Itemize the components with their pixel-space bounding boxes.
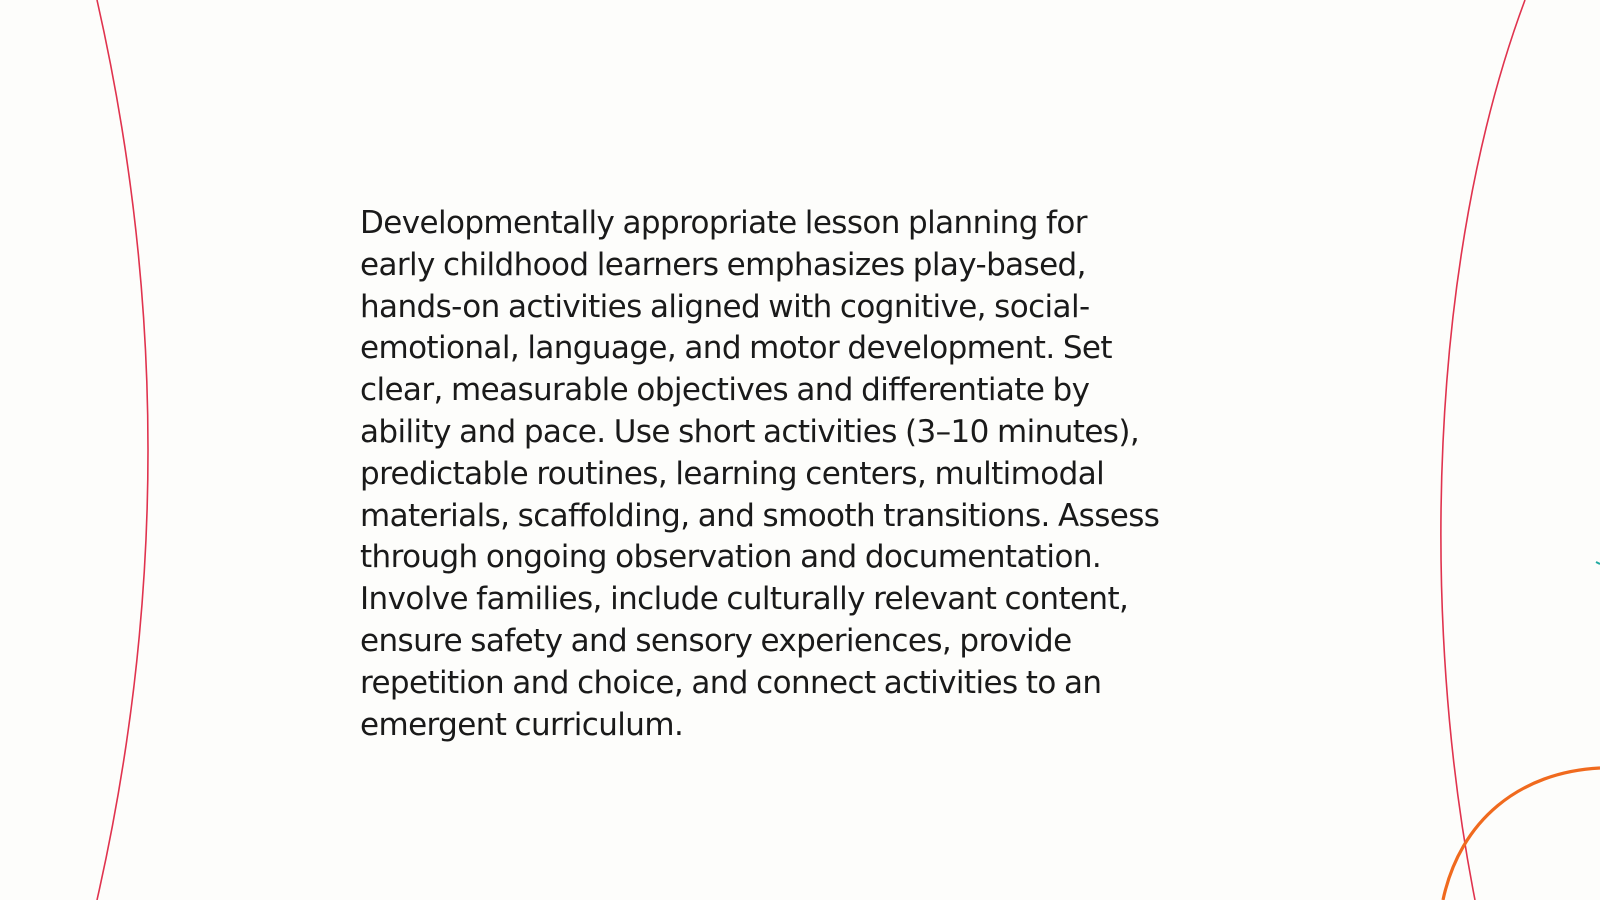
left-arc-decoration	[97, 0, 148, 900]
body-line: ensure safety and sensory experiences, provide	[360, 622, 1072, 659]
body-line: Involve families, include culturally relevant content,	[360, 581, 1129, 618]
body-line: materials, scaffolding, and smooth transitions. Assess	[360, 497, 1160, 534]
body-line: emergent curriculum.	[360, 706, 684, 743]
body-line: emotional, language, and motor development. Set	[360, 330, 1112, 367]
body-line: repetition and choice, and connect activities to an	[360, 664, 1102, 701]
body-line: Developmentally appropriate lesson planning for	[360, 205, 1087, 241]
body-line: ability and pace. Use short activities (3–10 minutes),	[360, 413, 1140, 450]
body-line: hands-on activities aligned with cognitive, social-	[360, 288, 1090, 325]
body-line: early childhood learners emphasizes play-based,	[360, 246, 1086, 283]
body-line: predictable routines, learning centers, multimodal	[360, 455, 1105, 492]
right-arc-decoration	[1441, 0, 1525, 900]
orange-circle-decoration	[1443, 768, 1600, 900]
teal-accent-decoration	[1596, 562, 1600, 564]
body-paragraph	[360, 203, 1240, 746]
body-line: through ongoing observation and documentation.	[360, 539, 1102, 576]
body-line: clear, measurable objectives and differentiate by	[360, 372, 1090, 409]
